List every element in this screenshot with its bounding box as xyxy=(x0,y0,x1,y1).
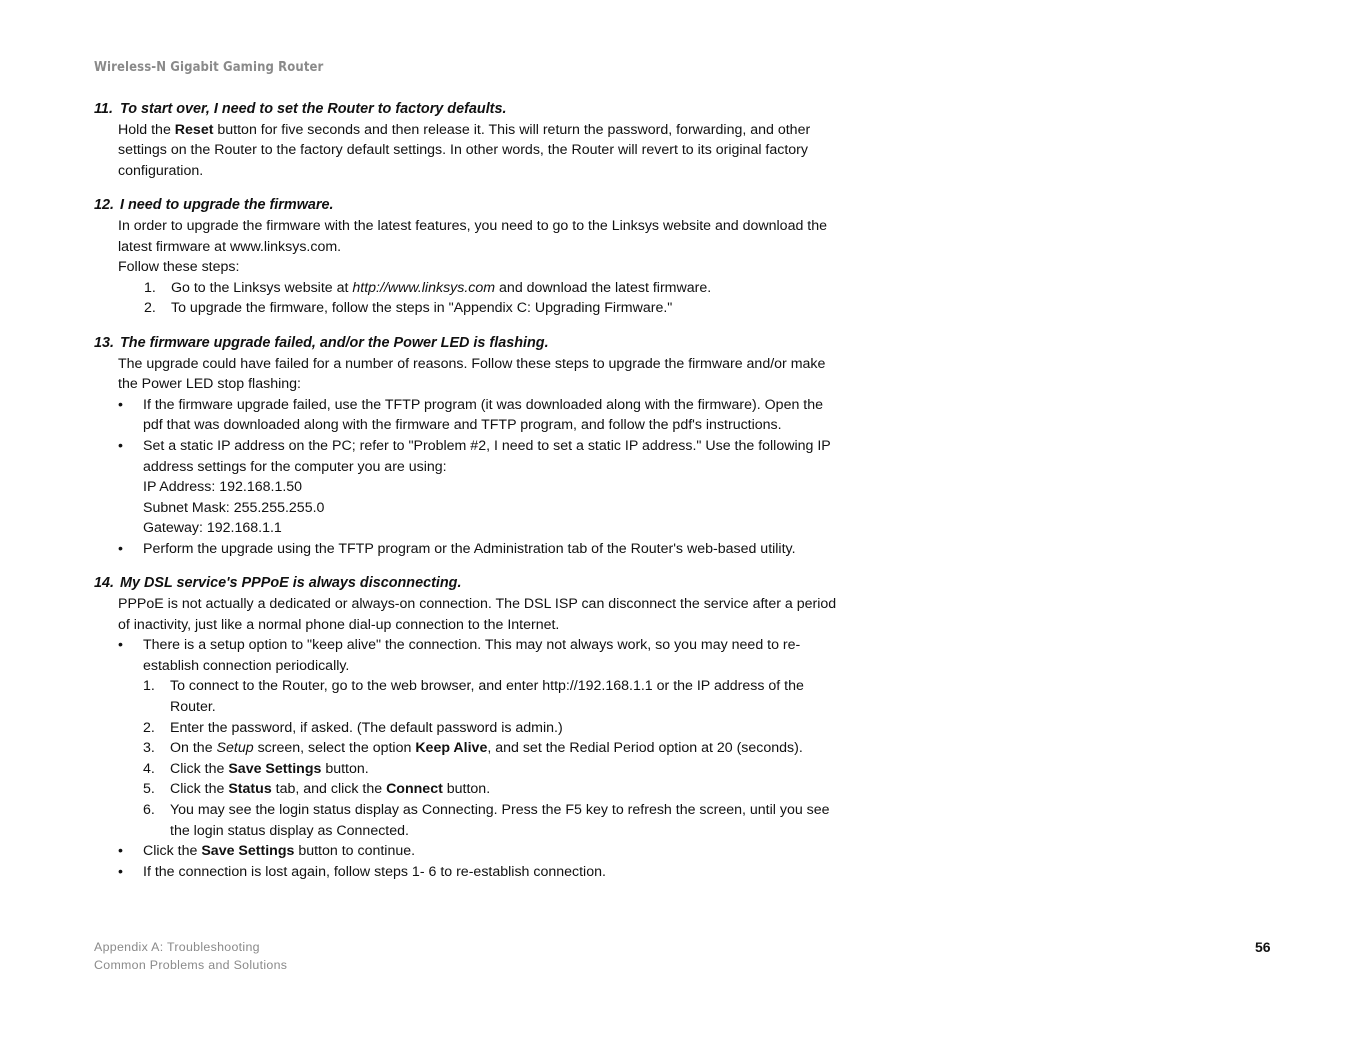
save-settings-term: Save Settings xyxy=(228,760,322,777)
document-body xyxy=(94,99,844,896)
list-item xyxy=(118,395,844,436)
save-settings-term: Save Settings xyxy=(201,843,295,860)
text-run: Click the xyxy=(170,760,229,777)
question-number: 13. xyxy=(94,334,115,351)
text-run: Perform the upgrade using the TFTP program or the Administration tab of the Router's web-based utility. xyxy=(143,540,796,557)
text-run: To upgrade the firmware, follow the steps in "Appendix C: Upgrading Firmware." xyxy=(171,300,673,317)
question-heading xyxy=(94,333,844,354)
list-item xyxy=(144,278,844,299)
list-item xyxy=(118,635,844,841)
bullet-icon: • xyxy=(118,396,123,413)
bullet-icon: • xyxy=(118,637,123,654)
keep-alive-term: Keep Alive xyxy=(415,740,488,757)
bullet-list xyxy=(118,395,844,560)
answer-paragraph: In order to upgrade the firmware with the latest features, you need to go to the Linksys website and download the latest firmware at www.linksys.com. xyxy=(118,217,828,255)
connect-term: Connect xyxy=(386,781,443,798)
list-item xyxy=(143,779,844,800)
text-run: If the connection is lost again, follow steps 1- 6 to re-establish connection. xyxy=(143,863,606,880)
bullet-icon: • xyxy=(118,540,123,557)
bullet-list xyxy=(118,635,844,882)
bullet-icon: • xyxy=(118,863,123,880)
text-run: button to continue. xyxy=(294,843,416,860)
text-run: , and set the Redial Period option at 20 (seconds). xyxy=(487,740,803,757)
list-item xyxy=(118,539,844,560)
answer-paragraph xyxy=(118,120,844,182)
step-number: 5. xyxy=(143,781,155,798)
text-run: button. xyxy=(442,781,491,798)
text-run: button for five seconds and then release it. This will return the password, forwarding, and other settings on the Router to the factory default settings. In other words, the Router will revert to its original factory configuration. xyxy=(118,121,811,179)
faq-section-14 xyxy=(94,573,844,882)
page-footer xyxy=(94,939,287,974)
list-item xyxy=(144,298,844,319)
reset-term: Reset xyxy=(174,121,214,138)
text-run: There is a setup option to "keep alive" the connection. This may not always work, so you may need to re-establish connection periodically. xyxy=(143,637,801,674)
text-run: button. xyxy=(321,760,369,777)
follow-steps-text: Follow these steps: xyxy=(118,259,240,276)
list-item xyxy=(118,436,844,539)
footer-chapter: Appendix A: Troubleshooting xyxy=(94,940,260,954)
running-header: Wireless-N Gigabit Gaming Router xyxy=(94,60,324,75)
text-run: Click the xyxy=(170,781,229,798)
ip-address-setting: IP Address: 192.168.1.50 xyxy=(143,479,303,496)
page-number: 56 xyxy=(1255,939,1271,955)
text-run: Click the xyxy=(143,843,202,860)
bullet-icon: • xyxy=(118,437,123,454)
setup-term: Setup xyxy=(216,740,254,757)
status-term: Status xyxy=(228,781,272,798)
text-run: screen, select the option xyxy=(253,740,416,757)
answer-paragraph: The upgrade could have failed for a number of reasons. Follow these steps to upgrade the firmware and/or make the Power LED stop flashing: xyxy=(118,355,826,393)
text-run: If the firmware upgrade failed, use the TFTP program (it was downloaded along with the firmware). Open the pdf that was downloaded along with the firmware and TFTP program, and follow the pdf's instructions. xyxy=(143,396,824,434)
subnet-mask-setting: Subnet Mask: 255.255.255.0 xyxy=(143,499,325,516)
text-run: You may see the login status display as Connecting. Press the F5 key to refresh the screen, until you see the login status display as Connected. xyxy=(170,802,830,839)
text-run: Enter the password, if asked. (The default password is admin.) xyxy=(170,719,563,736)
step-number: 1. xyxy=(144,279,156,296)
gateway-setting: Gateway: 192.168.1.1 xyxy=(143,520,282,537)
list-item xyxy=(143,738,844,759)
question-heading xyxy=(94,99,844,120)
list-item xyxy=(118,841,844,862)
step-number: 2. xyxy=(143,719,155,736)
text-run: Go to the Linksys website at xyxy=(171,279,353,296)
step-number: 2. xyxy=(144,300,156,317)
question-title: The firmware upgrade failed, and/or the Power LED is flashing. xyxy=(120,334,549,351)
faq-section-12 xyxy=(94,195,844,319)
list-item xyxy=(143,759,844,780)
step-number: 6. xyxy=(143,802,155,818)
question-number: 12. xyxy=(94,197,115,214)
question-title: My DSL service's PPPoE is always disconnecting. xyxy=(120,575,462,592)
step-number: 4. xyxy=(143,760,155,777)
list-item xyxy=(143,718,844,739)
footer-section: Common Problems and Solutions xyxy=(94,957,288,972)
step-number: 3. xyxy=(143,740,155,757)
text-run: and download the latest firmware. xyxy=(495,279,712,296)
question-number: 14. xyxy=(94,575,115,592)
text-run: tab, and click the xyxy=(271,781,387,798)
question-title: To start over, I need to set the Router to factory defaults. xyxy=(120,101,507,117)
question-heading xyxy=(94,573,844,594)
text-run: To connect to the Router, go to the web browser, and enter http://192.168.1.1 or the IP address of the Router. xyxy=(170,678,804,716)
linksys-link[interactable]: http://www.linksys.com xyxy=(352,279,496,296)
list-item xyxy=(143,676,844,717)
text-run: Set a static IP address on the PC; refer to "Problem #2, I need to set a static IP address." Use the following IP address settings for the computer you are using: xyxy=(143,437,831,475)
list-item xyxy=(143,800,844,841)
steps-list xyxy=(143,676,844,841)
text-run: Hold the xyxy=(118,121,175,138)
question-heading xyxy=(94,195,844,216)
list-item xyxy=(118,862,844,883)
question-number: 11. xyxy=(94,101,113,117)
question-title: I need to upgrade the firmware. xyxy=(120,197,334,214)
bullet-icon: • xyxy=(118,843,123,860)
step-number: 1. xyxy=(143,678,155,695)
answer-paragraph: PPPoE is not actually a dedicated or always-on connection. The DSL ISP can disconnect the service after a period of inactivity, just like a normal phone dial-up connection to the Internet. xyxy=(118,596,837,633)
faq-section-11 xyxy=(94,99,844,181)
steps-list xyxy=(144,278,844,319)
text-run: On the xyxy=(170,740,217,757)
faq-section-13 xyxy=(94,333,844,560)
